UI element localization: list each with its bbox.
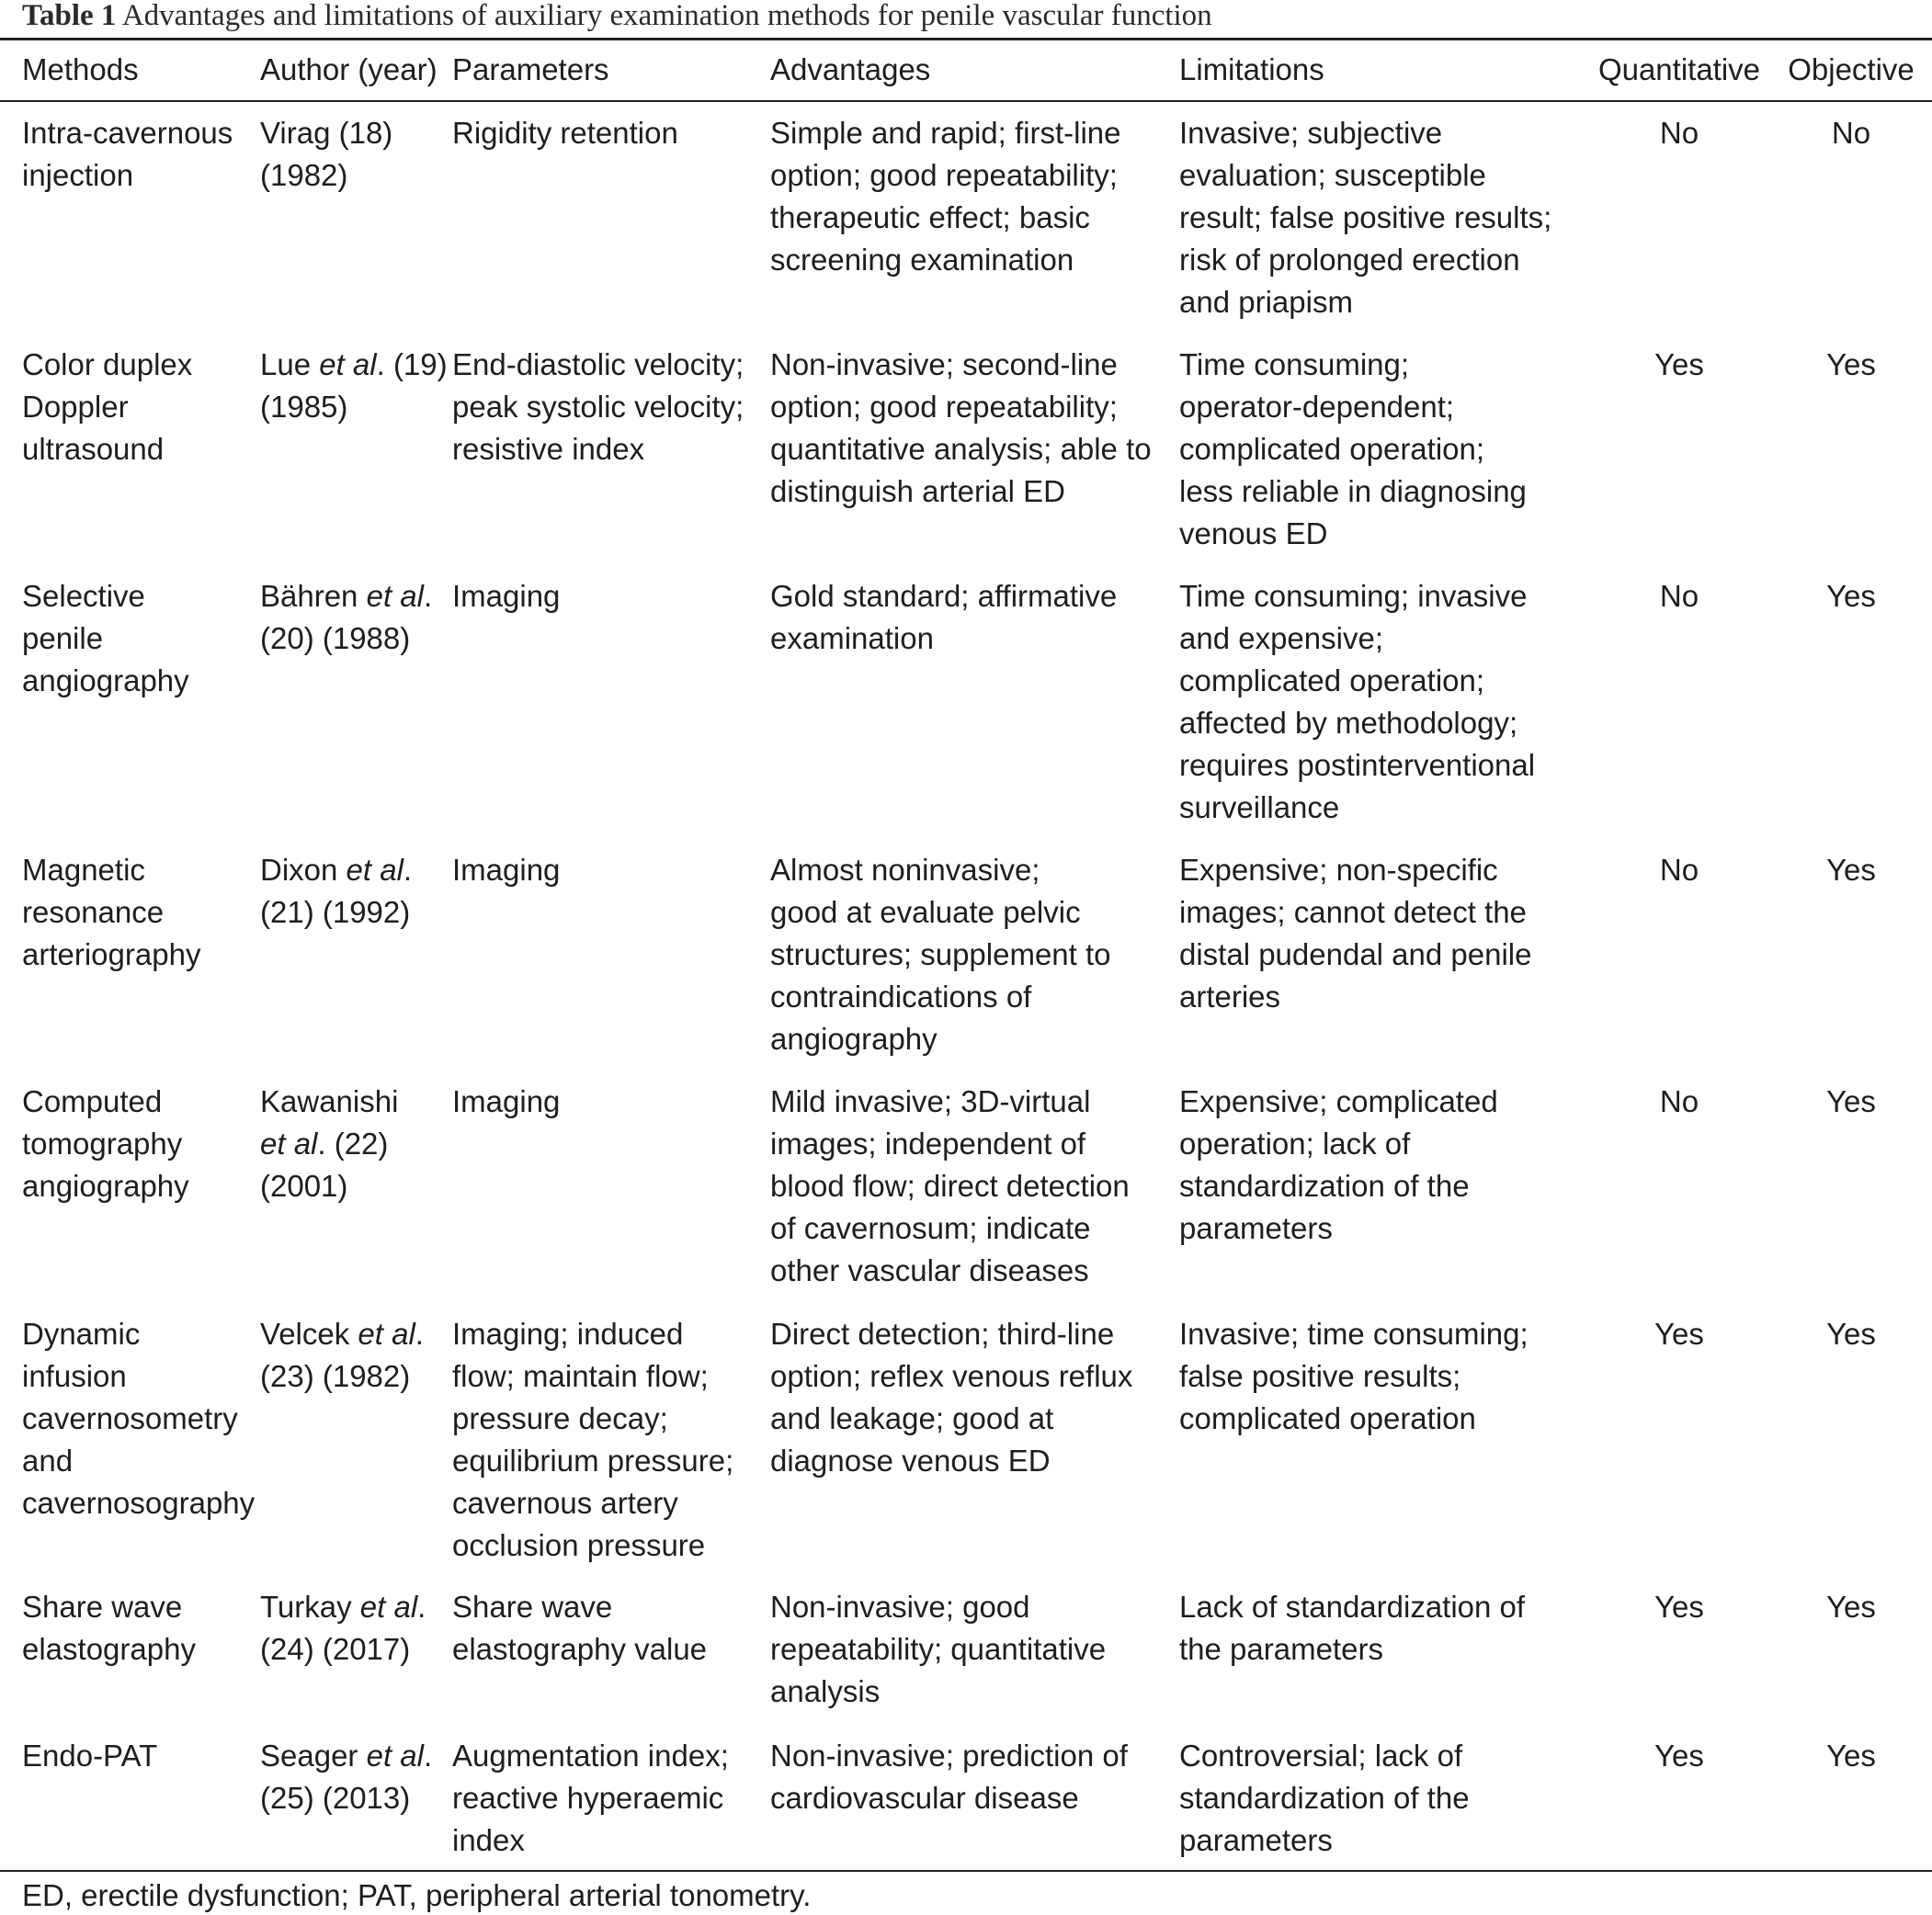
cell-line: Invasive; subjective	[1179, 116, 1443, 150]
cell-line: arteries	[1179, 980, 1281, 1014]
cell-line: occlusion pressure	[452, 1528, 706, 1562]
cell-parameters	[452, 1586, 707, 1671]
cell-line: Imaging; induced	[452, 1317, 684, 1351]
cell-line: Expensive; non-specific	[1179, 853, 1498, 887]
cell-author	[260, 849, 412, 934]
cell-line: Rigidity retention	[452, 116, 678, 150]
cell-line: good at evaluate pelvic	[770, 895, 1081, 929]
cell-method	[22, 1586, 196, 1671]
cell-line: standardization of the	[1179, 1781, 1470, 1815]
cell-line: therapeutic effect; basic	[770, 200, 1090, 234]
cell-line: Imaging	[452, 1084, 561, 1118]
cell-line: risk of prolonged erection	[1179, 243, 1520, 277]
cell-line: standardization of the	[1179, 1169, 1470, 1203]
cell-line: and	[22, 1444, 74, 1478]
author-text: (21) (1992)	[260, 895, 411, 929]
cell-line: Magnetic	[22, 853, 145, 887]
cell-line: analysis	[770, 1674, 881, 1708]
cell-method	[22, 1081, 189, 1207]
cell-line: option; reflex venous reflux	[770, 1359, 1133, 1393]
author-text: .	[423, 579, 433, 613]
cell-parameters	[452, 1081, 560, 1123]
cell-line: Computed	[22, 1084, 163, 1118]
table-footnote: ED, erectile dysfunction; PAT, peripheral arterial tonometry.	[22, 1878, 812, 1912]
cell-line: option; good repeatability;	[770, 158, 1118, 192]
author-text: Turkay	[260, 1590, 360, 1624]
cell-limitations	[1179, 112, 1551, 323]
cell-line: flow; maintain flow;	[452, 1359, 709, 1393]
cell-line: less reliable in diagnosing	[1179, 474, 1527, 508]
cell-line: Color duplex	[22, 347, 193, 381]
cell-line	[260, 618, 432, 660]
author-text: .	[423, 1739, 433, 1773]
cell-line: Intra-cavernous	[22, 116, 233, 150]
cell-line: evaluation; susceptible	[1179, 158, 1486, 192]
cell-line: arteriography	[22, 937, 201, 971]
cell-line: parameters	[1179, 1211, 1333, 1245]
cell-line	[260, 344, 448, 386]
header-limitations: Limitations	[1179, 52, 1324, 86]
cell-line: screening examination	[770, 243, 1074, 277]
cell-author	[260, 575, 432, 660]
cell-line: Simple and rapid; first-line	[770, 116, 1121, 150]
cell-line: Lack of standardization of	[1179, 1590, 1526, 1624]
cell-quantitative: No	[1659, 1084, 1699, 1118]
cell-line	[260, 575, 432, 618]
cell-line	[260, 849, 412, 891]
author-text: .	[403, 853, 413, 887]
author-text: et al	[359, 1590, 418, 1624]
header-methods: Methods	[22, 52, 139, 86]
author-text: . (19)	[376, 347, 448, 381]
cell-quantitative: No	[1659, 853, 1699, 887]
cell-advantages	[770, 1313, 1132, 1482]
cell-line: Dynamic	[22, 1317, 141, 1351]
cell-line: pressure decay;	[452, 1401, 668, 1435]
cell-limitations	[1179, 849, 1531, 1018]
cell-parameters	[452, 575, 560, 618]
cell-line: surveillance	[1179, 790, 1340, 824]
cell-line: angiography	[22, 1169, 189, 1203]
cell-line: Non-invasive; good	[770, 1590, 1030, 1624]
cell-line: Imaging	[452, 853, 561, 887]
cell-quantitative: Yes	[1654, 1590, 1704, 1624]
cell-line: structures; supplement to	[770, 937, 1111, 971]
author-text: Virag (18)	[260, 116, 393, 150]
cell-line: angiography	[22, 663, 189, 697]
cell-line: result; false positive results;	[1179, 200, 1552, 234]
cell-line: Non-invasive; second-line	[770, 347, 1118, 381]
cell-line: blood flow; direct detection	[770, 1169, 1130, 1203]
cell-line: infusion	[22, 1359, 127, 1393]
author-text: (1982)	[260, 158, 348, 192]
author-text: Lue	[260, 347, 320, 381]
cell-quantitative: Yes	[1654, 1739, 1704, 1773]
header-quantitative: Quantitative	[1597, 52, 1761, 86]
cell-line: injection	[22, 158, 134, 192]
cell-line: operator-dependent;	[1179, 390, 1455, 424]
author-text: .	[417, 1590, 426, 1624]
author-text: Bähren	[260, 579, 367, 613]
table-caption	[22, 0, 1915, 31]
cell-limitations	[1179, 575, 1535, 829]
cell-quantitative: Yes	[1654, 1317, 1704, 1351]
cell-line: distal pudendal and penile	[1179, 937, 1532, 971]
cell-line: Mild invasive; 3D-virtual	[770, 1084, 1091, 1118]
cell-line: images; independent of	[770, 1127, 1086, 1161]
cell-line: and leakage; good at	[770, 1401, 1054, 1435]
cell-line: penile	[22, 621, 104, 655]
cell-line: Time consuming;	[1179, 347, 1410, 381]
author-text: et al	[366, 579, 424, 613]
cell-line: complicated operation;	[1179, 432, 1485, 466]
cell-line: Direct detection; third-line	[770, 1317, 1115, 1351]
cell-author	[260, 1081, 398, 1207]
cell-author	[260, 1735, 432, 1819]
cell-advantages	[770, 575, 1117, 660]
cell-line	[260, 112, 392, 154]
author-text: (2001)	[260, 1169, 348, 1203]
cell-line: Augmentation index;	[452, 1739, 729, 1773]
header-author: Author (year)	[260, 52, 438, 86]
author-text: (24) (2017)	[260, 1632, 411, 1666]
cell-line: venous ED	[1179, 516, 1328, 550]
author-text: .	[415, 1317, 424, 1351]
cell-objective: Yes	[1826, 579, 1876, 613]
cell-objective: Yes	[1826, 1084, 1876, 1118]
cell-line: repeatability; quantitative	[770, 1632, 1107, 1666]
cell-line: Imaging	[452, 579, 561, 613]
cell-advantages	[770, 344, 1152, 513]
cell-line: cardiovascular disease	[770, 1781, 1079, 1815]
header-objective: Objective	[1788, 52, 1915, 86]
cell-line	[260, 154, 392, 197]
cell-limitations	[1179, 1735, 1470, 1862]
cell-parameters	[452, 849, 560, 891]
cell-objective: Yes	[1826, 1739, 1876, 1773]
cell-limitations	[1179, 344, 1527, 555]
cell-limitations	[1179, 1081, 1498, 1250]
cell-advantages	[770, 1081, 1130, 1292]
cell-line: Share wave	[452, 1590, 613, 1624]
cell-line: index	[452, 1823, 525, 1857]
cell-line: Gold standard; affirmative	[770, 579, 1118, 613]
cell-line: elastography	[22, 1632, 196, 1666]
cell-method	[22, 112, 233, 197]
cell-line: equilibrium pressure;	[452, 1444, 734, 1478]
author-text: Velcek	[260, 1317, 358, 1351]
cell-line: resistive index	[452, 432, 645, 466]
cell-line: complicated operation	[1179, 1401, 1476, 1435]
author-text: et al	[346, 853, 403, 887]
cell-line: of cavernosum; indicate	[770, 1211, 1091, 1245]
cell-line: and priapism	[1179, 285, 1353, 319]
author-text: Kawanishi	[260, 1084, 399, 1118]
author-text: et al	[260, 1127, 318, 1161]
cell-method	[22, 1313, 255, 1524]
cell-line: Doppler	[22, 390, 129, 424]
header-parameters: Parameters	[452, 52, 609, 86]
cell-advantages	[770, 849, 1111, 1060]
cell-limitations	[1179, 1313, 1529, 1440]
cell-parameters	[452, 344, 744, 470]
cell-line	[260, 1355, 424, 1398]
cell-line: option; good repeatability;	[770, 390, 1118, 424]
cell-line: End-diastolic velocity;	[452, 347, 744, 381]
caption-label: Table 1	[22, 0, 117, 32]
cell-line: operation; lack of	[1179, 1127, 1411, 1161]
header-advantages: Advantages	[770, 52, 931, 86]
cell-line: Share wave	[22, 1590, 183, 1624]
cell-line: examination	[770, 621, 934, 655]
author-text: Seager	[260, 1739, 367, 1773]
caption-text: Advantages and limitations of auxiliary examination methods for penile vascular function	[121, 0, 1212, 32]
cell-line	[260, 1081, 398, 1123]
cell-line: images; cannot detect the	[1179, 895, 1527, 929]
cell-line: the parameters	[1179, 1632, 1383, 1666]
author-text: (20) (1988)	[260, 621, 411, 655]
cell-line: Invasive; time consuming;	[1179, 1317, 1529, 1351]
cell-line: ultrasound	[22, 432, 165, 466]
cell-line: Non-invasive; prediction of	[770, 1739, 1128, 1773]
cell-line: distinguish arterial ED	[770, 474, 1065, 508]
cell-line: complicated operation;	[1179, 663, 1485, 697]
cell-line: tomography	[22, 1127, 183, 1161]
cell-line	[260, 891, 412, 934]
cell-objective: No	[1831, 116, 1871, 150]
author-text: et al	[366, 1739, 424, 1773]
cell-line: cavernous artery	[452, 1486, 678, 1520]
cell-line	[260, 1313, 424, 1355]
cell-line: angiography	[770, 1022, 938, 1056]
cell-method	[22, 575, 189, 702]
cell-advantages	[770, 1586, 1106, 1713]
cell-line: other vascular diseases	[770, 1253, 1089, 1287]
cell-quantitative: No	[1659, 579, 1699, 613]
cell-line: affected by methodology;	[1179, 706, 1518, 740]
cell-line: reactive hyperaemic	[452, 1781, 724, 1815]
cell-line	[260, 1165, 398, 1207]
cell-limitations	[1179, 1586, 1525, 1671]
bottom-rule	[0, 1870, 1932, 1872]
cell-advantages	[770, 1735, 1128, 1819]
cell-line: and expensive;	[1179, 621, 1383, 655]
cell-line: requires postinterventional	[1179, 748, 1536, 782]
cell-quantitative: No	[1659, 116, 1699, 150]
author-text: (25) (2013)	[260, 1781, 411, 1815]
author-text: et al	[358, 1317, 415, 1351]
cell-line: false positive results;	[1179, 1359, 1461, 1393]
cell-line	[260, 1123, 398, 1165]
author-text: Dixon	[260, 853, 347, 887]
cell-parameters	[452, 112, 678, 154]
cell-objective: Yes	[1826, 347, 1876, 381]
author-text: . (22)	[317, 1127, 389, 1161]
author-text: (1985)	[260, 390, 348, 424]
cell-line: parameters	[1179, 1823, 1333, 1857]
cell-line: Almost noninvasive;	[770, 853, 1040, 887]
cell-author	[260, 1586, 426, 1671]
cell-line: Selective	[22, 579, 145, 613]
cell-line	[260, 1586, 426, 1628]
cell-line: diagnose venous ED	[770, 1444, 1051, 1478]
cell-line: cavernosography	[22, 1486, 256, 1520]
cell-line	[260, 1735, 432, 1777]
cell-line: Time consuming; invasive	[1179, 579, 1528, 613]
cell-author	[260, 112, 392, 197]
author-text: (23) (1982)	[260, 1359, 411, 1393]
cell-author	[260, 1313, 424, 1398]
cell-parameters	[452, 1735, 729, 1862]
top-rule	[0, 38, 1932, 40]
cell-objective: Yes	[1826, 1590, 1876, 1624]
cell-line: Expensive; complicated	[1179, 1084, 1498, 1118]
cell-method	[22, 1735, 157, 1777]
cell-line: quantitative analysis; able to	[770, 432, 1152, 466]
cell-line: contraindications of	[770, 980, 1032, 1014]
author-text: et al	[319, 347, 377, 381]
cell-line	[260, 1777, 432, 1819]
cell-line: Endo-PAT	[22, 1739, 158, 1773]
header-rule	[0, 100, 1932, 102]
cell-method	[22, 849, 200, 976]
cell-objective: Yes	[1826, 853, 1876, 887]
cell-author	[260, 344, 448, 428]
cell-objective: Yes	[1826, 1317, 1876, 1351]
cell-parameters	[452, 1313, 733, 1567]
cell-line: Controversial; lack of	[1179, 1739, 1463, 1773]
cell-line: elastography value	[452, 1632, 708, 1666]
cell-quantitative: Yes	[1654, 347, 1704, 381]
cell-line	[260, 1628, 426, 1671]
cell-line: cavernosometry	[22, 1401, 238, 1435]
cell-line: peak systolic velocity;	[452, 390, 744, 424]
cell-line	[260, 386, 448, 428]
cell-line: resonance	[22, 895, 165, 929]
cell-advantages	[770, 112, 1121, 281]
cell-method	[22, 344, 192, 470]
